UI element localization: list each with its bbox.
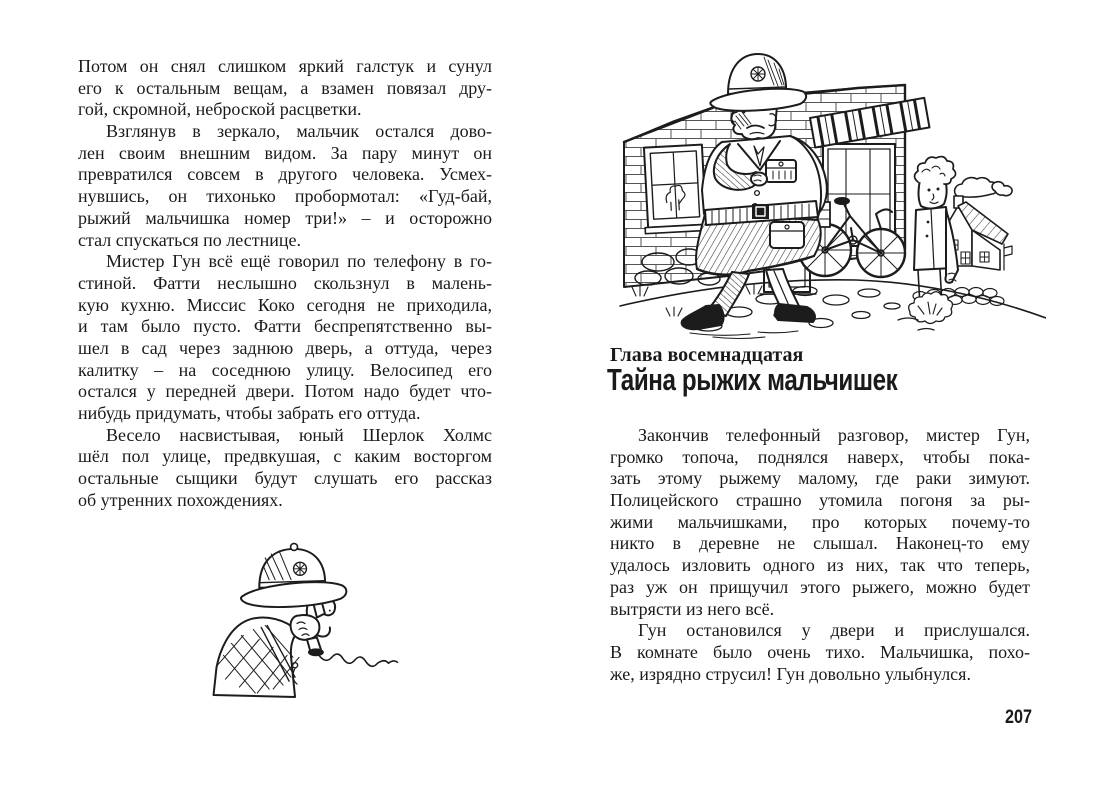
text-line: Мистер Гун всё ещё говорил по телефону в го- bbox=[106, 251, 492, 272]
text-line: об утренних похождениях. bbox=[78, 489, 283, 510]
text-line: шел в сад через заднюю дверь, а оттуда, через bbox=[78, 337, 492, 358]
text-line: громко топоча, поднялся наверх, чтобы пока- bbox=[610, 446, 1030, 467]
page-number: 207 bbox=[1005, 707, 1032, 728]
text-line: остался у передней двери. Потом надо будет что- bbox=[78, 381, 492, 402]
text-line: Гун остановился у двери и прислушался. bbox=[638, 620, 1030, 641]
text-line: же, изрядно струсил! Гун довольно улыбнулся. bbox=[610, 663, 971, 684]
illustration-goon-on-telephone bbox=[203, 538, 400, 702]
text-line: шёл пол улице, предвкушая, с каким восторгом bbox=[78, 446, 492, 467]
text-line: кую кухню. Миссис Коко сегодня не приходила, bbox=[78, 294, 492, 315]
goon-on-telephone-drawing bbox=[203, 538, 400, 702]
text-line: раз уж он прищучил этого рыжего, можно будет bbox=[610, 576, 1030, 597]
text-line: жими мальчишками, про которых почему-то bbox=[610, 511, 1030, 532]
text-line: Полицейского страшно утомила погоня за ры- bbox=[610, 490, 1030, 511]
text-line: стиной. Фатти неслышно скользнул в малень- bbox=[78, 272, 492, 293]
text-line: нувшись, он тихонько пробормотал: «Гуд-бай, bbox=[78, 186, 492, 207]
text-line: нибудь придумать, чтобы забрать его оттуда. bbox=[78, 403, 421, 423]
text-line: Взглянув в зеркало, мальчик остался дово- bbox=[106, 121, 492, 142]
chapter-label: Глава восемнадцатая bbox=[610, 344, 804, 366]
text-line: превратился совсем в другого человека. Усмех- bbox=[78, 164, 492, 185]
text-line: его к остальным вещам, а взамен повязал дру- bbox=[78, 77, 492, 98]
text-line: стал спускаться по лестнице. bbox=[78, 229, 301, 250]
text-line: вытрясти из него всё. bbox=[610, 598, 775, 619]
illustration-policeman-street-scene bbox=[618, 44, 1046, 342]
text-line: лен своим внешним видом. За пару минут он bbox=[78, 142, 492, 163]
text-line: Потом он снял слишком яркий галстук и сунул bbox=[78, 56, 492, 76]
text-line: калитку – на соседнюю улицу. Велосипед его bbox=[78, 359, 492, 380]
right-text-column bbox=[610, 425, 1030, 685]
text-line: никто в деревне не слышал. Наконец-то ему bbox=[610, 533, 1030, 554]
policeman-street-drawing bbox=[618, 44, 1046, 342]
text-line: и там было пусто. Фатти беспрепятственно вы- bbox=[78, 316, 492, 337]
text-line: Весело насвистывая, юный Шерлок Холмс bbox=[106, 424, 492, 445]
chapter-title: Тайна рыжих мальчишек bbox=[607, 362, 898, 397]
text-line: Закончив телефонный разговор, мистер Гун, bbox=[638, 425, 1030, 445]
text-line: гой, скромной, неброской расцветки. bbox=[78, 99, 362, 120]
text-line: зать этому рыжему малому, где раки зимуют. bbox=[610, 468, 1030, 489]
text-line: рыжий мальчишка номер три!» – и осторожно bbox=[78, 207, 492, 228]
text-line: В комнате было очень тихо. Мальчишка, похо- bbox=[610, 641, 1030, 662]
text-line: остальные сыщики будут слушать его рассказ bbox=[78, 468, 492, 489]
text-line: удалось изловить одного из них, так что теперь, bbox=[610, 555, 1030, 576]
left-text-column bbox=[78, 56, 492, 511]
